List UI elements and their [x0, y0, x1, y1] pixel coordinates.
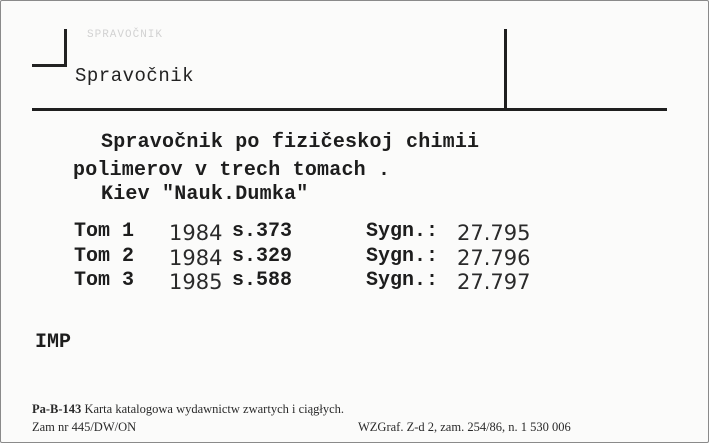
- volume-year: 1985: [169, 270, 223, 294]
- form-code: Pa-B-143: [32, 402, 82, 416]
- imp-note: IMP: [35, 331, 72, 354]
- corner-mark-horizontal: [32, 64, 67, 67]
- volume-year: 1984: [169, 246, 223, 270]
- footer-printer: WZGraf. Z-d 2, zam. 254/86, n. 1 530 006: [358, 420, 571, 434]
- footer-line-1: [32, 402, 344, 417]
- card-heading: Spravočnik: [75, 65, 195, 87]
- volume-label: Tom 2: [74, 245, 135, 268]
- volume-pages: s.373: [232, 220, 293, 243]
- sygnature-label: Sygn.:: [366, 245, 439, 268]
- title-line-3: Kiev "Nauk.Dumka": [101, 183, 309, 206]
- volume-year: 1984: [169, 221, 223, 245]
- faded-stamp-text: SPRAVOČNIK: [87, 29, 164, 41]
- sygnature-label: Sygn.:: [366, 220, 439, 243]
- sygnature-label: Sygn.:: [366, 269, 439, 292]
- volume-label: Tom 1: [74, 220, 135, 243]
- footer-order: Zam nr 445/DW/ON: [32, 420, 137, 434]
- volume-pages: s.329: [232, 245, 293, 268]
- volume-pages: s.588: [232, 269, 293, 292]
- title-line-2: polimerov v trech tomach .: [73, 159, 391, 182]
- heading-divider-horizontal: [32, 108, 667, 111]
- sygnature-number: 27.795: [457, 221, 531, 245]
- heading-divider-vertical: [504, 29, 507, 108]
- corner-mark-vertical: [64, 29, 67, 67]
- sygnature-number: 27.797: [457, 270, 531, 294]
- title-line-1: Spravočnik po fizičeskoj chimii: [101, 131, 480, 154]
- volume-label: Tom 3: [74, 269, 135, 292]
- sygnature-number: 27.796: [457, 246, 531, 270]
- form-description: Karta katalogowa wydawnictw zwartych i ciągłych.: [84, 402, 345, 416]
